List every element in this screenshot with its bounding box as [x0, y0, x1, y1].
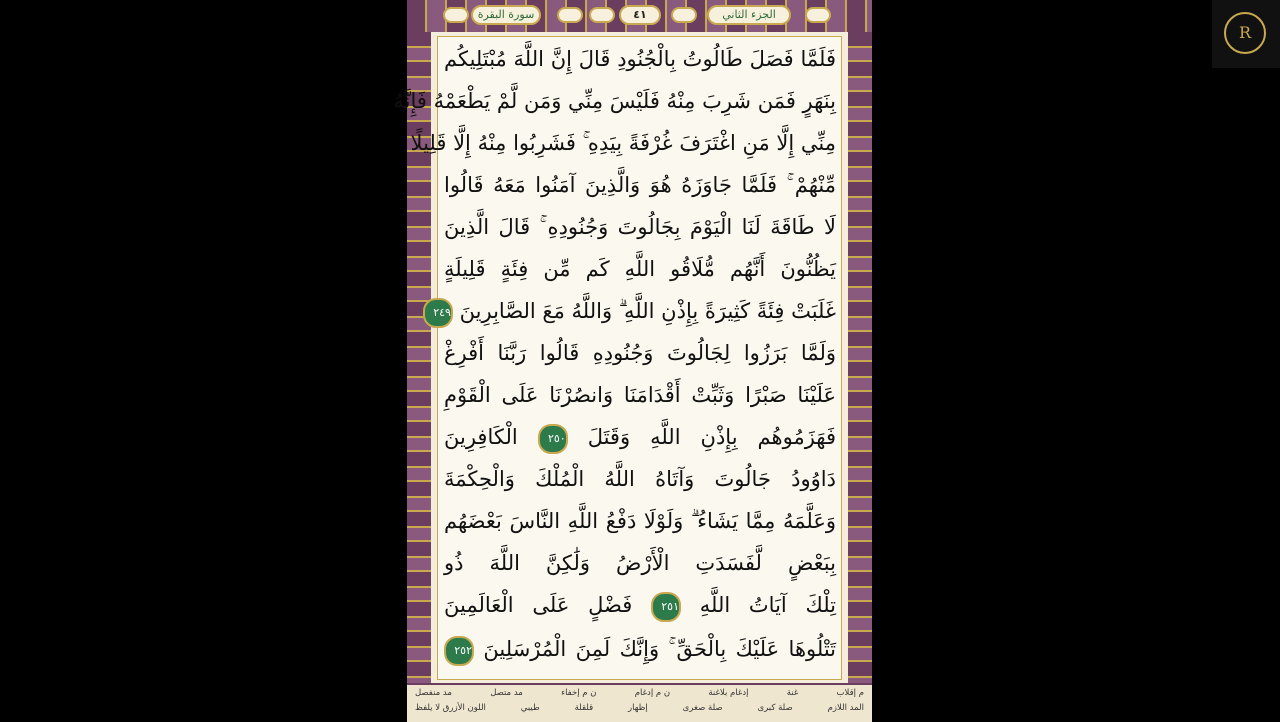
text-line: بِنَهَرٍ فَمَن شَرِبَ مِنْهُ فَلَيْسَ مِنِّي وَمَن لَّمْ يَطْعَمْهُ فَإِنَّهُ: [393, 89, 836, 113]
legend-item: طيبي: [520, 703, 540, 713]
legend-item: مد منفصل: [415, 688, 452, 698]
legend-item: م إقلاب: [836, 688, 864, 698]
text-line: وَعَلَّمَهُ مِمَّا يَشَاءُ ۗ وَلَوْلَا دَفْعُ اللَّهِ النَّاسَ بَعْضَهُم: [444, 509, 836, 533]
logo-emblem: R: [1224, 12, 1266, 54]
ayah-number-marker: ٢٥٢: [444, 636, 474, 666]
quran-text-area: [393, 36, 842, 680]
line-text: الْكَافِرِينَ: [444, 425, 518, 449]
text-line: [444, 587, 836, 623]
text-line: لَا طَاقَةَ لَنَا الْيَوْمَ بِجَالُوتَ وَجُنُودِهِ ۚ قَالَ الَّذِينَ: [444, 215, 836, 239]
text-line: [444, 419, 836, 455]
legend-item: قلقلة: [574, 703, 594, 713]
text-line: وَلَمَّا بَرَزُوا لِجَالُوتَ وَجُنُودِهِ قَالُوا رَبَّنَا أَفْرِغْ: [444, 341, 836, 365]
legend-item: إظهار: [628, 703, 648, 713]
legend-item: صلة كبرى: [757, 703, 793, 713]
juz-label: الجزء الثاني: [707, 5, 791, 25]
legend-item: مد متصل: [490, 688, 523, 698]
legend-item: ن م إخفاء: [561, 688, 597, 698]
legend-item: ن م إدغام: [634, 688, 671, 698]
legend-item: اللون الأزرق لا يلفظ: [415, 703, 486, 713]
mushaf-page: [393, 0, 872, 720]
ornament-icon: [671, 7, 697, 23]
ornament-icon: [557, 7, 583, 23]
line-text: تِلْكَ آيَاتُ اللَّهِ: [699, 593, 836, 617]
legend-item: المد اللازم: [827, 703, 864, 713]
legend-row: [415, 701, 864, 716]
line-text: غَلَبَتْ فِئَةً كَثِيرَةً بِإِذْنِ اللَّهِ ۗ وَاللَّهُ مَعَ الصَّابِرِينَ: [459, 299, 836, 323]
line-text: تَتْلُوهَا عَلَيْكَ بِالْحَقِّ ۚ وَإِنَّكَ لَمِنَ الْمُرْسَلِينَ: [483, 637, 836, 661]
legend-row: [415, 686, 864, 701]
text-line: بِبَعْضٍ لَّفَسَدَتِ الْأَرْضُ وَلَٰكِنَّ اللَّهَ ذُو: [444, 551, 836, 575]
ayah-number-marker: ٢٤٩: [423, 298, 453, 328]
ayah-number-marker: ٢٥١: [651, 592, 681, 622]
legend-item: إدغام بلاغنة: [708, 688, 749, 698]
tajweed-legend: [415, 686, 864, 718]
ornament-icon: [443, 7, 469, 23]
text-line: مِنِّي إِلَّا مَنِ اغْتَرَفَ غُرْفَةً بِيَدِهِ ۚ فَشَرِبُوا مِنْهُ إِلَّا قَلِيلًا: [410, 131, 836, 155]
text-line: فَلَمَّا فَصَلَ طَالُوتُ بِالْجُنُودِ قَالَ إِنَّ اللَّهَ مُبْتَلِيكُم: [444, 47, 836, 71]
legend-item: غنة: [786, 688, 799, 698]
right-border-band: [848, 32, 872, 683]
text-line: [433, 293, 836, 329]
channel-logo: [1212, 0, 1280, 68]
text-line: يَظُنُّونَ أَنَّهُم مُّلَاقُو اللَّهِ كَم مِّن فِئَةٍ قَلِيلَةٍ: [444, 257, 836, 281]
ornament-icon: [589, 7, 615, 23]
text-line: عَلَيْنَا صَبْرًا وَثَبِّتْ أَقْدَامَنَا وَانصُرْنَا عَلَى الْقَوْمِ: [444, 383, 836, 407]
line-text: فَضْلٍ عَلَى الْعَالَمِينَ: [444, 593, 633, 617]
ornament-icon: [805, 7, 831, 23]
text-line: [444, 631, 836, 667]
text-line: دَاوُودُ جَالُوتَ وَآتَاهُ اللَّهُ الْمُلْكَ وَالْحِكْمَةَ: [444, 467, 836, 491]
legend-item: صلة صغرى: [682, 703, 723, 713]
surah-label: سورة البقرة: [471, 5, 541, 25]
ayah-number-marker: ٢٥٠: [538, 424, 568, 454]
text-line: مِّنْهُمْ ۚ فَلَمَّا جَاوَزَهُ هُوَ وَالَّذِينَ آمَنُوا مَعَهُ قَالُوا: [444, 173, 836, 197]
page-number: ٤١: [619, 5, 661, 25]
line-text: فَهَزَمُوهُم بِإِذْنِ اللَّهِ وَقَتَلَ: [587, 425, 836, 449]
